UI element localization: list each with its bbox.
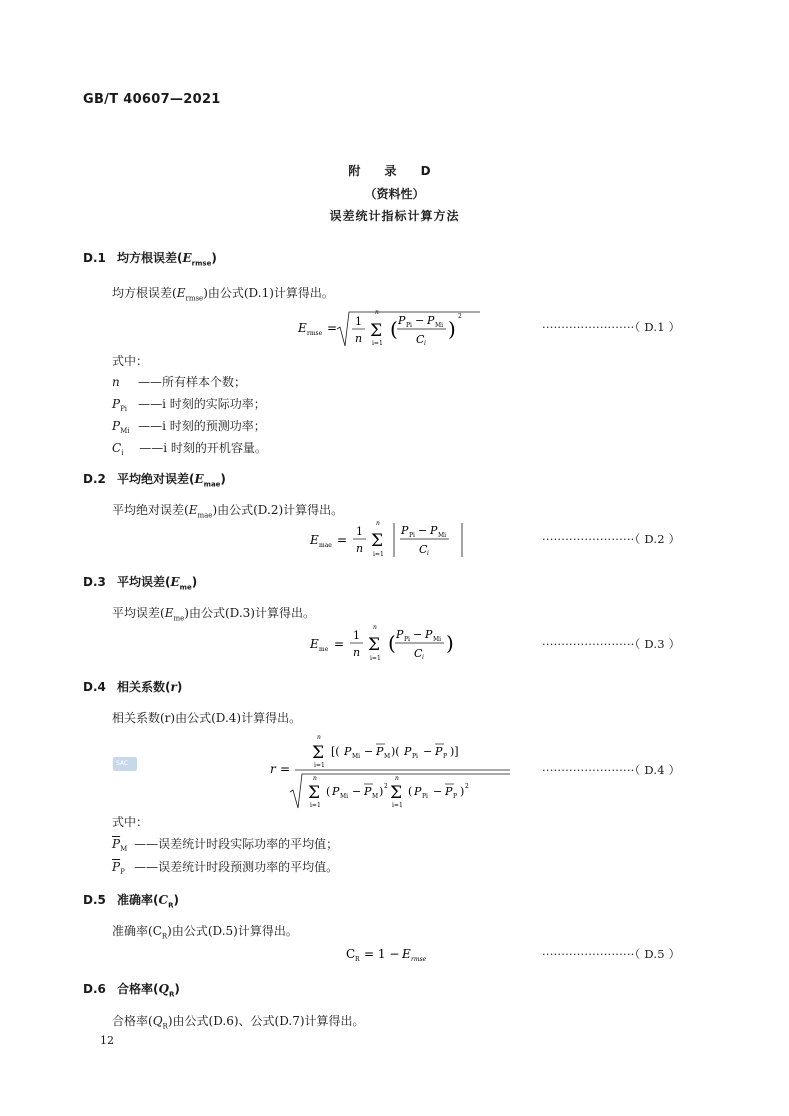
svg-text:Pi: Pi: [409, 532, 415, 539]
section-heading-d1: D.1 均方根误差$(E_{rmse})$: [83, 251, 217, 268]
where-label-2: 式中：: [112, 815, 149, 829]
section-text-d4: 相关系数(r)由公式(D.4)计算得出。: [112, 711, 302, 725]
svg-text:)]: )]: [450, 745, 459, 758]
svg-text:Σ: Σ: [368, 635, 381, 655]
equation-number-d5: ························（ D.5 ）: [542, 947, 681, 961]
section-heading-d5: D.5 准确率$(C_R)$: [83, 893, 179, 910]
svg-text:1: 1: [355, 315, 362, 328]
svg-text:): ): [448, 317, 456, 341]
svg-text:P: P: [445, 785, 453, 798]
svg-text:(: (: [326, 785, 331, 798]
svg-text:Pi: Pi: [422, 793, 428, 800]
formula-d1: [296, 306, 486, 352]
svg-text:Mi: Mi: [352, 753, 361, 760]
svg-text:−: −: [415, 314, 425, 327]
svg-text:= 1 −: = 1 −: [364, 947, 400, 961]
svg-text:Mi: Mi: [438, 532, 447, 539]
svg-text:Σ: Σ: [390, 783, 403, 803]
svg-text:Σ: Σ: [312, 743, 325, 763]
page-number: 12: [100, 1034, 114, 1047]
svg-text:=: =: [280, 762, 291, 776]
svg-text:P: P: [430, 524, 438, 537]
section-heading-d4: D.4 相关系数(r): [83, 680, 183, 694]
svg-text:r: r: [270, 762, 276, 776]
formula-d3: [308, 623, 478, 667]
annex-title: 附 录 D: [348, 164, 441, 178]
svg-text:2: 2: [384, 783, 388, 790]
svg-text:i=1: i=1: [373, 551, 384, 558]
section-text-d5: 准确率$(C_R)$由公式(D.5)计算得出。: [112, 924, 298, 941]
svg-text:n: n: [375, 309, 379, 316]
svg-text:2: 2: [458, 313, 462, 320]
svg-text:−: −: [413, 628, 423, 641]
svg-text:n: n: [373, 624, 377, 631]
svg-text:E: E: [402, 947, 411, 961]
svg-text:): ): [379, 785, 384, 798]
equation-number-d3: ························（ D.3 ）: [542, 637, 681, 651]
svg-text:Σ: Σ: [308, 783, 321, 803]
svg-text:(: (: [390, 317, 398, 341]
svg-text:−: −: [364, 745, 374, 758]
svg-text:P: P: [453, 793, 458, 800]
svg-text:P: P: [401, 524, 409, 537]
svg-text:R: R: [355, 956, 360, 963]
svg-text:Mi: Mi: [433, 636, 442, 643]
svg-text:P: P: [435, 745, 443, 758]
svg-text:2: 2: [465, 783, 469, 790]
svg-text:mae: mae: [319, 542, 332, 549]
svg-text:P: P: [364, 785, 372, 798]
svg-text:P: P: [332, 785, 340, 798]
where-item-ci: $C_i$ ——i 时刻的开机容量。: [112, 441, 267, 458]
svg-text:)(: )(: [391, 745, 400, 758]
section-text-d2: 平均绝对误差$(E_{mae})$由公式(D.2)计算得出。: [112, 503, 344, 520]
svg-text:i=1: i=1: [310, 802, 321, 809]
svg-text:Pi: Pi: [406, 322, 412, 329]
svg-text:=: =: [327, 321, 338, 335]
svg-text:Σ: Σ: [370, 321, 383, 341]
where-item-n: n ——所有样本个数；: [112, 375, 247, 389]
svg-text:rmse: rmse: [307, 330, 323, 337]
formula-d4: [268, 730, 518, 816]
svg-text:P: P: [344, 745, 352, 758]
annex-name: 误差统计指标计算方法: [329, 209, 460, 223]
where-item-ppi: $P_{Pi}$ ——i 时刻的实际功率；: [112, 397, 266, 414]
formula-d5: [344, 942, 454, 966]
where-item-pm-bar: $\overline{P}_M$ ——误差统计时段实际功率的平均值；: [112, 837, 339, 854]
svg-text:−: −: [423, 745, 433, 758]
svg-text:C: C: [419, 543, 428, 556]
svg-text:i=1: i=1: [314, 762, 325, 769]
svg-text:i=1: i=1: [370, 655, 381, 662]
svg-text:[(: [(: [331, 745, 340, 758]
svg-text:E: E: [310, 637, 319, 651]
svg-text:i: i: [422, 654, 424, 661]
svg-text:n: n: [356, 542, 364, 555]
svg-text:n: n: [355, 332, 363, 345]
svg-text:P: P: [443, 753, 448, 760]
svg-text:): ): [446, 631, 454, 655]
svg-text:Mi: Mi: [340, 793, 349, 800]
svg-text:P: P: [376, 745, 384, 758]
svg-text:(: (: [388, 631, 396, 655]
svg-text:Pi: Pi: [404, 636, 410, 643]
svg-text:i=1: i=1: [392, 802, 403, 809]
svg-text:P: P: [396, 628, 404, 641]
section-text-d1: 均方根误差$(E_{rmse})$由公式(D.1)计算得出。: [112, 286, 334, 303]
svg-text:P: P: [427, 314, 435, 327]
svg-text:n: n: [395, 775, 399, 782]
section-heading-d6: D.6 合格率$(Q_R)$: [83, 982, 180, 999]
svg-text:−: −: [352, 785, 362, 798]
section-text-d6: 合格率$(Q_R)$由公式(D.6)、公式(D.7)计算得出。: [112, 1014, 365, 1031]
svg-text:P: P: [414, 785, 422, 798]
annex-nature: （资料性）: [364, 187, 425, 201]
equation-number-d4: ························（ D.4 ）: [542, 763, 681, 777]
svg-text:−: −: [433, 785, 443, 798]
svg-text:(: (: [408, 785, 413, 798]
where-label-1: 式中：: [112, 354, 149, 368]
where-item-pp-bar: $\overline{P}_P$ ——误差统计时段预测功率的平均值。: [112, 860, 339, 877]
svg-text:C: C: [414, 647, 423, 660]
svg-text:i: i: [424, 340, 426, 347]
svg-text:1: 1: [356, 525, 363, 538]
svg-text:i: i: [427, 550, 429, 557]
section-text-d3: 平均误差$(E_{me})$由公式(D.3)计算得出。: [112, 606, 315, 623]
svg-text:Σ: Σ: [371, 531, 384, 551]
svg-text:P: P: [425, 628, 433, 641]
svg-text:n: n: [353, 646, 361, 659]
svg-text:P: P: [404, 745, 412, 758]
sac-logo: SAC: [113, 757, 137, 771]
svg-text:Pi: Pi: [412, 753, 418, 760]
svg-text:=: =: [334, 637, 345, 651]
where-item-pmi: $P_{Mi}$ ——i 时刻的预测功率；: [112, 419, 266, 436]
svg-text:rmse: rmse: [411, 956, 427, 963]
svg-text:Mi: Mi: [435, 322, 444, 329]
svg-text:=: =: [337, 533, 348, 547]
svg-text:E: E: [298, 321, 307, 335]
formula-d2: [308, 519, 478, 563]
svg-text:i=1: i=1: [372, 340, 383, 347]
svg-text:C: C: [346, 947, 356, 961]
svg-text:M: M: [384, 753, 391, 760]
svg-text:P: P: [398, 314, 406, 327]
svg-text:C: C: [416, 333, 425, 346]
svg-text:n: n: [376, 520, 380, 527]
svg-text:n: n: [313, 775, 317, 782]
svg-text:E: E: [310, 533, 319, 547]
section-heading-d2: D.2 平均绝对误差$(E_{mae})$: [83, 472, 226, 489]
svg-text:): ): [460, 785, 465, 798]
equation-number-d2: ························（ D.2 ）: [542, 532, 681, 546]
standard-code: GB/T 40607—2021: [83, 92, 221, 107]
svg-text:M: M: [372, 793, 379, 800]
equation-number-d1: ························（ D.1 ）: [542, 320, 681, 334]
svg-text:−: −: [418, 524, 428, 537]
section-heading-d3: D.3 平均误差$(E_{me})$: [83, 575, 198, 592]
svg-text:1: 1: [353, 629, 360, 642]
svg-text:n: n: [317, 734, 321, 741]
svg-text:me: me: [319, 646, 329, 653]
